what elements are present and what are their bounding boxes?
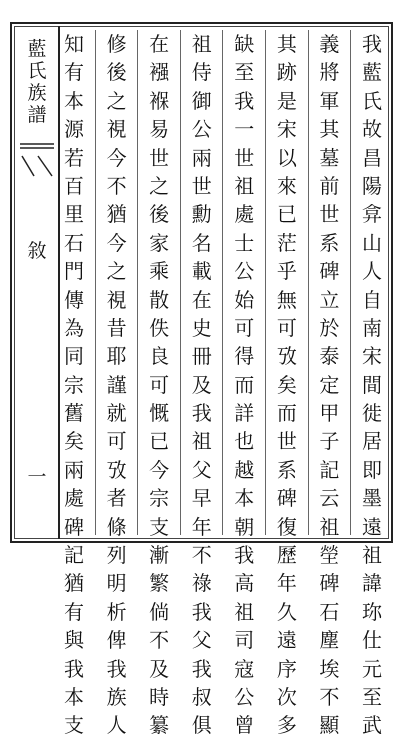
text-char: 之: [106, 259, 127, 284]
text-char: 易: [149, 117, 170, 142]
text-char: 良: [149, 344, 170, 369]
text-char: 祖: [319, 514, 340, 539]
text-char: 及: [149, 656, 170, 681]
text-char: 塵: [319, 628, 340, 653]
column-divider: [180, 30, 181, 535]
text-char: 時: [149, 684, 170, 709]
text-char: 系: [319, 230, 340, 255]
text-char: 定: [319, 372, 340, 397]
text-char: 世: [234, 145, 255, 170]
text-char: 祖: [361, 543, 382, 568]
text-char: 兩: [191, 145, 212, 170]
book-title-char: 族: [27, 82, 47, 104]
text-column: [230, 30, 258, 738]
text-char: 父: [191, 457, 212, 482]
vertical-text-body: [60, 30, 386, 738]
column-divider: [137, 30, 138, 535]
text-char: 茫: [276, 230, 297, 255]
text-char: 顯: [319, 713, 340, 738]
text-char: 詳: [234, 401, 255, 426]
text-char: 其: [276, 32, 297, 56]
section-label: 敘: [27, 240, 47, 262]
text-char: 世: [149, 145, 170, 170]
text-char: 公: [234, 259, 255, 284]
text-char: 本: [234, 486, 255, 511]
text-char: 將: [319, 60, 340, 85]
text-char: 義: [319, 32, 340, 56]
book-title-char: 氏: [27, 60, 47, 82]
text-char: 今: [149, 457, 170, 482]
text-char: 門: [64, 259, 84, 284]
text-char: 我: [191, 599, 212, 624]
text-char: 碑: [319, 259, 340, 284]
text-char: 碑: [319, 571, 340, 596]
text-char: 若: [64, 145, 84, 170]
text-char: 遠: [361, 514, 382, 539]
text-char: 者: [106, 486, 127, 511]
text-char: 載: [191, 259, 212, 284]
text-char: 是: [276, 88, 297, 113]
text-char: 不: [191, 543, 212, 568]
book-title-char: 藍: [27, 38, 47, 60]
text-char: 寇: [234, 656, 255, 681]
text-char: 可: [106, 429, 127, 454]
text-char: 武: [361, 713, 382, 738]
text-char: 處: [234, 202, 255, 227]
text-char: 視: [106, 117, 127, 142]
book-title: [22, 38, 52, 126]
text-char: 不: [149, 628, 170, 653]
text-char: 與: [64, 628, 84, 653]
text-char: 有: [64, 60, 84, 85]
text-char: 本: [64, 684, 84, 709]
text-char: 祿: [191, 571, 212, 596]
text-column: [60, 30, 88, 738]
text-char: 乎: [276, 259, 297, 284]
text-char: 世: [191, 173, 212, 198]
text-char: 今: [106, 230, 127, 255]
text-char: 昌: [361, 145, 382, 170]
text-char: 我: [361, 32, 382, 56]
text-char: 今: [106, 145, 127, 170]
text-char: 世: [276, 429, 297, 454]
text-char: 世: [319, 202, 340, 227]
text-char: 高: [234, 571, 255, 596]
text-char: 俾: [106, 628, 127, 653]
text-char: 襁: [149, 60, 170, 85]
text-char: 多: [276, 713, 297, 738]
text-char: 攷: [276, 344, 297, 369]
text-char: 昔: [106, 315, 127, 340]
text-char: 埃: [319, 656, 340, 681]
book-title-char: 譜: [27, 104, 47, 126]
text-char: 傳: [64, 287, 84, 312]
text-char: 同: [64, 344, 84, 369]
text-char: 家: [149, 230, 170, 255]
text-char: 可: [149, 372, 170, 397]
text-char: 次: [276, 684, 297, 709]
text-char: 明: [106, 571, 127, 596]
text-char: 云: [319, 486, 340, 511]
text-char: 謹: [106, 372, 127, 397]
text-char: 猶: [64, 571, 84, 596]
text-char: 處: [64, 486, 84, 511]
text-column: [188, 30, 216, 738]
text-char: 我: [234, 543, 255, 568]
text-char: 佚: [149, 315, 170, 340]
text-char: 序: [276, 656, 297, 681]
text-char: 祖: [234, 173, 255, 198]
text-char: 朝: [234, 514, 255, 539]
text-char: 在: [149, 32, 170, 56]
text-char: 攷: [106, 457, 127, 482]
text-char: 及: [191, 372, 212, 397]
text-char: 系: [276, 457, 297, 482]
text-char: 久: [276, 599, 297, 624]
text-char: 年: [191, 514, 212, 539]
text-char: 乘: [149, 259, 170, 284]
text-char: 徙: [361, 401, 382, 426]
text-char: 南: [361, 315, 382, 340]
text-char: 居: [361, 429, 382, 454]
text-char: 遠: [276, 628, 297, 653]
text-char: 列: [106, 543, 127, 568]
text-char: 我: [191, 401, 212, 426]
text-char: 早: [191, 486, 212, 511]
text-char: 也: [234, 429, 255, 454]
text-char: 於: [319, 315, 340, 340]
text-char: 公: [191, 117, 212, 142]
text-char: 跡: [276, 60, 297, 85]
column-divider: [95, 30, 96, 535]
text-char: 析: [106, 599, 127, 624]
column-divider: [265, 30, 266, 535]
text-char: 矣: [276, 372, 297, 397]
text-char: 兩: [64, 457, 84, 482]
text-char: 御: [191, 88, 212, 113]
text-char: 諱: [361, 571, 382, 596]
text-char: 元: [361, 656, 382, 681]
text-char: 本: [64, 88, 84, 113]
text-char: 得: [234, 344, 255, 369]
text-column: [145, 30, 173, 738]
text-char: 碑: [64, 514, 84, 539]
text-char: 纂: [149, 713, 170, 738]
text-char: 墨: [361, 486, 382, 511]
text-char: 泰: [319, 344, 340, 369]
text-char: 藍: [361, 60, 382, 85]
text-char: 年: [276, 571, 297, 596]
text-char: 珎: [361, 599, 382, 624]
text-char: 宗: [149, 486, 170, 511]
text-char: 立: [319, 287, 340, 312]
column-divider: [222, 30, 223, 535]
text-char: 繁: [149, 571, 170, 596]
text-char: 視: [106, 287, 127, 312]
text-char: 來: [276, 173, 297, 198]
fishtail-ornament-icon: [18, 140, 56, 180]
text-char: 記: [64, 543, 84, 568]
text-char: 至: [361, 684, 382, 709]
text-char: 宋: [361, 344, 382, 369]
text-char: 軍: [319, 88, 340, 113]
text-char: 褓: [149, 88, 170, 113]
text-char: 而: [234, 372, 255, 397]
text-char: 塋: [319, 543, 340, 568]
text-char: 在: [191, 287, 212, 312]
text-char: 有: [64, 599, 84, 624]
text-char: 之: [149, 173, 170, 198]
text-char: 祖: [234, 599, 255, 624]
text-char: 後: [106, 60, 127, 85]
text-char: 已: [276, 202, 297, 227]
text-char: 而: [276, 401, 297, 426]
text-char: 越: [234, 457, 255, 482]
text-char: 始: [234, 287, 255, 312]
text-char: 人: [106, 713, 127, 738]
text-char: 為: [64, 315, 84, 340]
text-char: 俱: [191, 713, 212, 738]
text-char: 缺: [234, 32, 255, 56]
text-char: 曾: [234, 713, 255, 738]
text-char: 山: [361, 230, 382, 255]
column-divider: [308, 30, 309, 535]
page-number: 一: [27, 466, 47, 488]
text-char: 之: [106, 88, 127, 113]
text-char: 就: [106, 401, 127, 426]
text-char: 漸: [149, 543, 170, 568]
text-char: 名: [191, 230, 212, 255]
text-char: 一: [234, 117, 255, 142]
text-char: 宗: [64, 372, 84, 397]
text-char: 前: [319, 173, 340, 198]
text-char: 記: [319, 457, 340, 482]
text-char: 舊: [64, 401, 84, 426]
text-char: 可: [276, 315, 297, 340]
text-char: 我: [106, 656, 127, 681]
text-char: 司: [234, 628, 255, 653]
text-char: 叔: [191, 684, 212, 709]
text-char: 氏: [361, 88, 382, 113]
text-char: 族: [106, 684, 127, 709]
text-char: 里: [64, 202, 84, 227]
text-char: 公: [234, 684, 255, 709]
text-char: 其: [319, 117, 340, 142]
text-char: 支: [64, 713, 84, 738]
column-divider: [350, 30, 351, 535]
text-char: 人: [361, 259, 382, 284]
text-char: 自: [361, 287, 382, 312]
text-char: 勳: [191, 202, 212, 227]
text-column: [315, 30, 343, 738]
text-char: 冊: [191, 344, 212, 369]
text-char: 源: [64, 117, 84, 142]
text-char: 條: [106, 514, 127, 539]
text-char: 猶: [106, 202, 127, 227]
text-char: 間: [361, 372, 382, 397]
text-char: 子: [319, 429, 340, 454]
text-char: 仕: [361, 628, 382, 653]
text-column: [358, 30, 386, 738]
text-char: 墓: [319, 145, 340, 170]
text-char: 侍: [191, 60, 212, 85]
text-char: 宋: [276, 117, 297, 142]
text-char: 慨: [149, 401, 170, 426]
text-char: 倘: [149, 599, 170, 624]
text-char: 耶: [106, 344, 127, 369]
text-char: 百: [64, 173, 84, 198]
text-char: 以: [276, 145, 297, 170]
text-char: 父: [191, 628, 212, 653]
text-char: 矣: [64, 429, 84, 454]
text-char: 至: [234, 60, 255, 85]
text-char: 我: [234, 88, 255, 113]
text-char: 祖: [191, 429, 212, 454]
text-char: 散: [149, 287, 170, 312]
text-char: 歷: [276, 543, 297, 568]
text-char: 石: [319, 599, 340, 624]
text-char: 復: [276, 514, 297, 539]
text-char: 祖: [191, 32, 212, 56]
text-char: 修: [106, 32, 127, 56]
text-char: 知: [64, 32, 84, 56]
text-char: 弇: [361, 202, 382, 227]
text-char: 我: [191, 656, 212, 681]
text-char: 史: [191, 315, 212, 340]
text-column: [103, 30, 131, 738]
text-char: 支: [149, 514, 170, 539]
text-char: 碑: [276, 486, 297, 511]
text-char: 無: [276, 287, 297, 312]
text-char: 石: [64, 230, 84, 255]
text-char: 我: [64, 656, 84, 681]
text-char: 不: [106, 173, 127, 198]
text-char: 後: [149, 202, 170, 227]
text-char: 即: [361, 457, 382, 482]
text-char: 已: [149, 429, 170, 454]
text-char: 甲: [319, 401, 340, 426]
text-char: 陽: [361, 173, 382, 198]
text-char: 不: [319, 684, 340, 709]
text-column: [273, 30, 301, 738]
text-char: 故: [361, 117, 382, 142]
text-char: 可: [234, 315, 255, 340]
text-char: 士: [234, 230, 255, 255]
